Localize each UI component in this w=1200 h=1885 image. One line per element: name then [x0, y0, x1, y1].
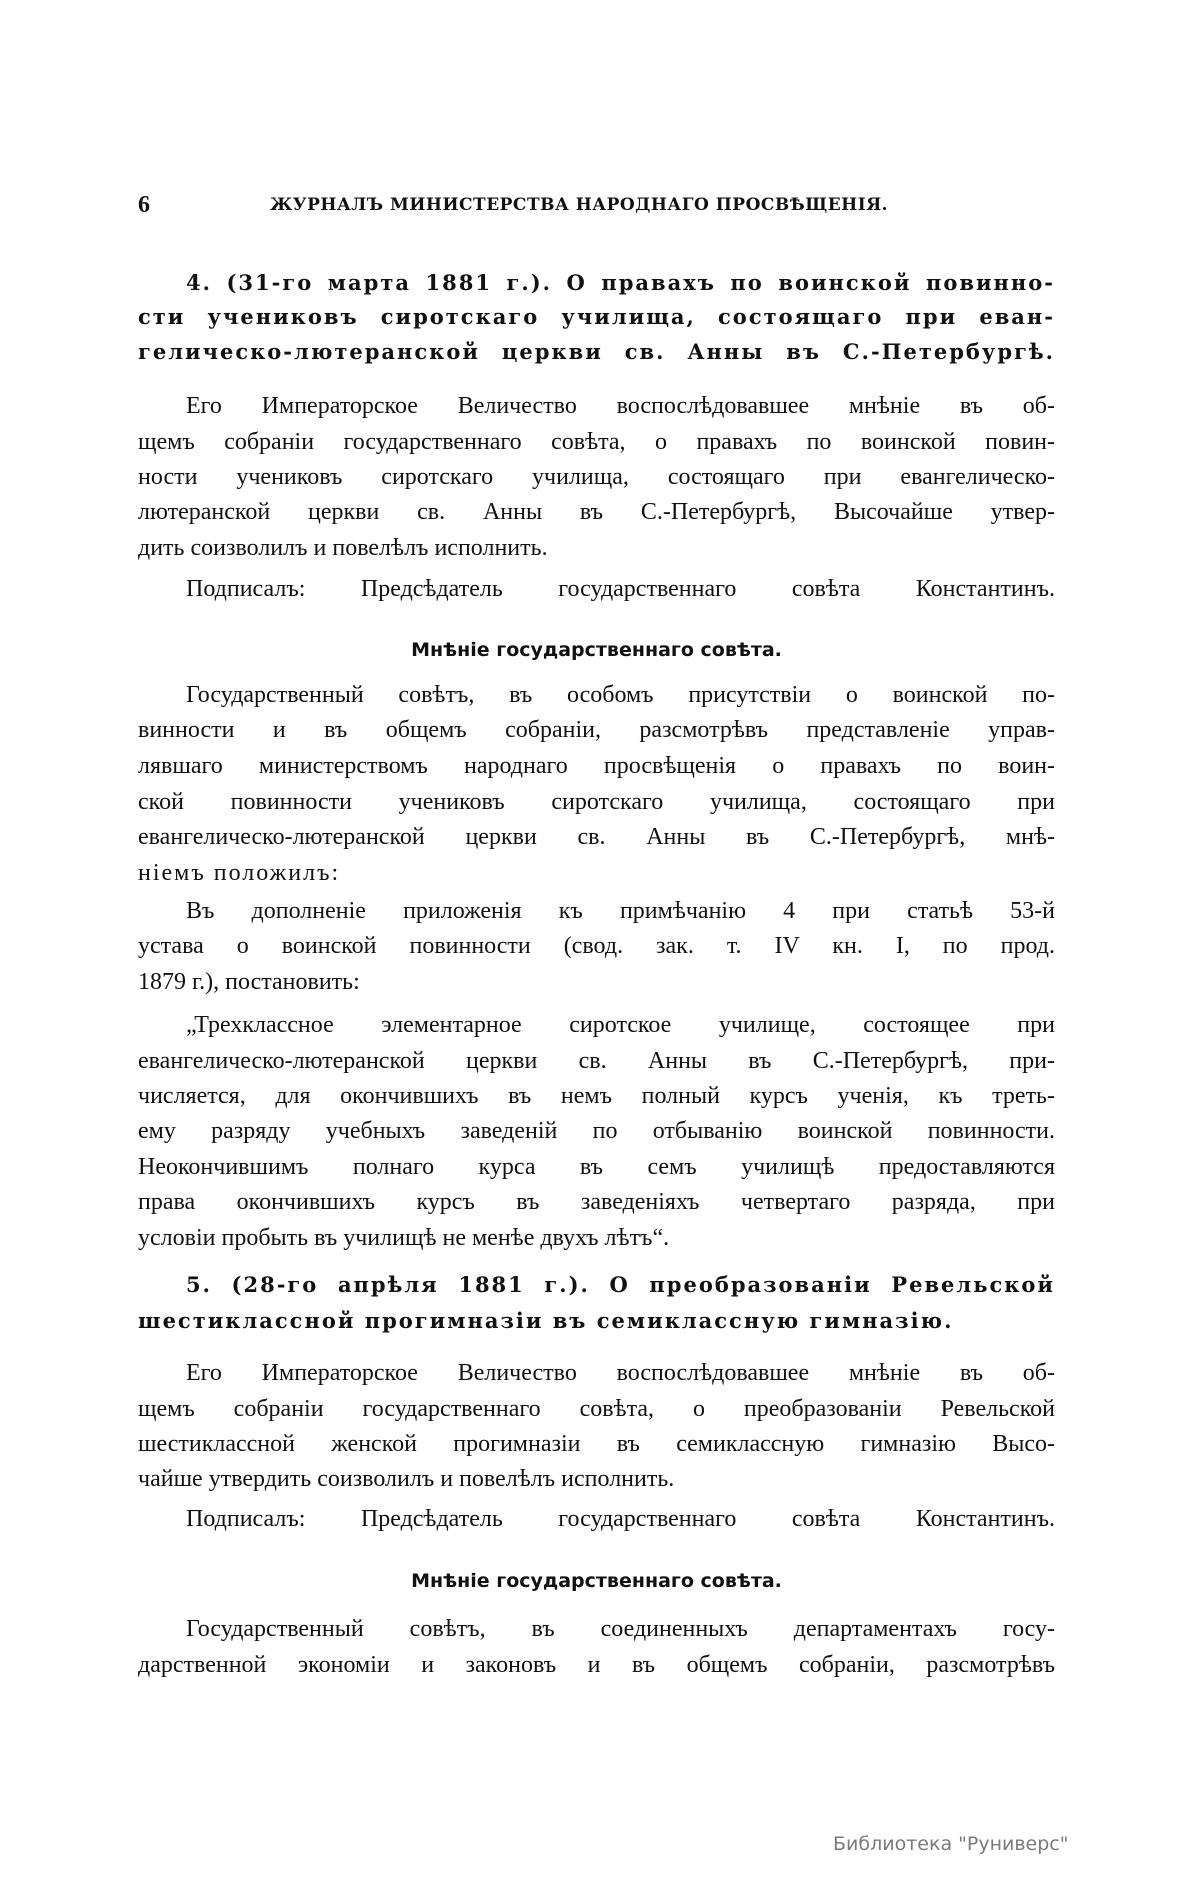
quote-line: условіи пробыть въ училищѣ не менѣе двухъ лѣтъ“.: [138, 1225, 670, 1251]
decree-line: щемъ собраніи государственнаго совѣта, о преобразованіи Ревельской: [138, 1396, 1055, 1422]
quote-line: права окончившихъ курсъ въ заведеніяхъ четвертаго разряда, при: [138, 1189, 1055, 1215]
decree-line: дить соизволилъ и повелѣлъ исполнить.: [138, 535, 548, 561]
decree-line: ности учениковъ сиротскаго училища, состоящаго при евангелическо-: [138, 464, 1055, 490]
decree-line: чайше утвердить соизволилъ и повелѣлъ исполнить.: [138, 1466, 675, 1492]
decree-line: лютеранской церкви св. Анны въ С.-Петербургѣ, Высочайше утвер-: [138, 499, 1055, 525]
opinion-line: дарственной экономіи и законовъ и въ общемъ собраніи, разсмотрѣвъ: [138, 1652, 1055, 1678]
section-4-title-line: 4. (31-го марта 1881 г.). О правахъ по воинской повинно-: [186, 270, 1055, 295]
opinion-line: ской повинности учениковъ сиротскаго училища, состоящаго при: [138, 789, 1055, 815]
page-number: 6: [138, 192, 150, 218]
opinion-line: Государственный совѣтъ, въ соединенныхъ департаментахъ госу-: [186, 1616, 1055, 1642]
decree-line: Его Императорское Величество воспослѣдовавшее мнѣніе въ об-: [186, 393, 1055, 419]
resolution-line: Въ дополненіе приложенія къ примѣчанію 4 при статьѣ 53-й: [186, 898, 1055, 924]
resolution-line: 1879 г.), постановить:: [138, 969, 360, 995]
opinion-heading: Мнѣніе государственнаго совѣта.: [411, 1570, 782, 1592]
opinion-line: лявшаго министерствомъ народнаго просвѣщенія о правахъ по воин-: [138, 753, 1055, 779]
decree-line: Его Императорское Величество воспослѣдовавшее мнѣніе въ об-: [186, 1360, 1055, 1386]
decree-line: шестиклассной женской прогимназіи въ семиклассную гимназію Высо-: [138, 1431, 1055, 1457]
quote-line: евангелическо-лютеранской церкви св. Анны въ С.-Петербургѣ, при-: [138, 1048, 1055, 1074]
quote-line: ему разряду учебныхъ заведеній по отбыванію воинской повинности.: [138, 1118, 1055, 1144]
quote-line: Неокончившимъ полнаго курса въ семъ училищѣ предоставляются: [138, 1154, 1055, 1180]
opinion-line: Государственный совѣтъ, въ особомъ присутствіи о воинской по-: [186, 682, 1055, 708]
signature-line: Подписалъ: Предсѣдатель государственнаго совѣта Константинъ.: [186, 1506, 1055, 1532]
section-5-title-line: шестиклассной прогимназіи въ семиклассную гимназію.: [138, 1308, 954, 1333]
section-4-title-line: сти учениковъ сиротскаго училища, состоящаго при еван-: [138, 304, 1055, 329]
opinion-line: евангелическо-лютеранской церкви св. Анны въ С.-Петербургѣ, мнѣ-: [138, 824, 1055, 850]
opinion-line: ніемъ положилъ:: [138, 860, 341, 886]
journal-title: ЖУРНАЛЪ МИНИСТЕРСТВА НАРОДНАГО ПРОСВѢЩЕНІЯ.: [270, 195, 889, 215]
quote-line: числяется, для окончившихъ въ немъ полный курсъ ученія, къ треть-: [138, 1083, 1055, 1109]
opinion-heading: Мнѣніе государственнаго совѣта.: [411, 639, 782, 661]
signature-line: Подписалъ: Предсѣдатель государственнаго совѣта Константинъ.: [186, 576, 1055, 602]
quote-line: „Трехклассное элементарное сиротское училище, состоящее при: [186, 1012, 1055, 1038]
section-5-title-line: 5. (28-го апрѣля 1881 г.). О преобразованіи Ревельской: [186, 1272, 1055, 1297]
resolution-line: устава о воинской повинности (свод. зак. т. IV кн. I, по прод.: [138, 933, 1055, 959]
library-watermark: Библиотека "Руниверс": [833, 1833, 1069, 1855]
opinion-line: винности и въ общемъ собраніи, разсмотрѣвъ представленіе управ-: [138, 717, 1055, 743]
section-4-title-line: гелическо-лютеранской церкви св. Анны въ С.-Петербургѣ.: [138, 339, 1055, 364]
decree-line: щемъ собраніи государственнаго совѣта, о правахъ по воинской повин-: [138, 429, 1055, 455]
running-header: [138, 190, 1055, 220]
